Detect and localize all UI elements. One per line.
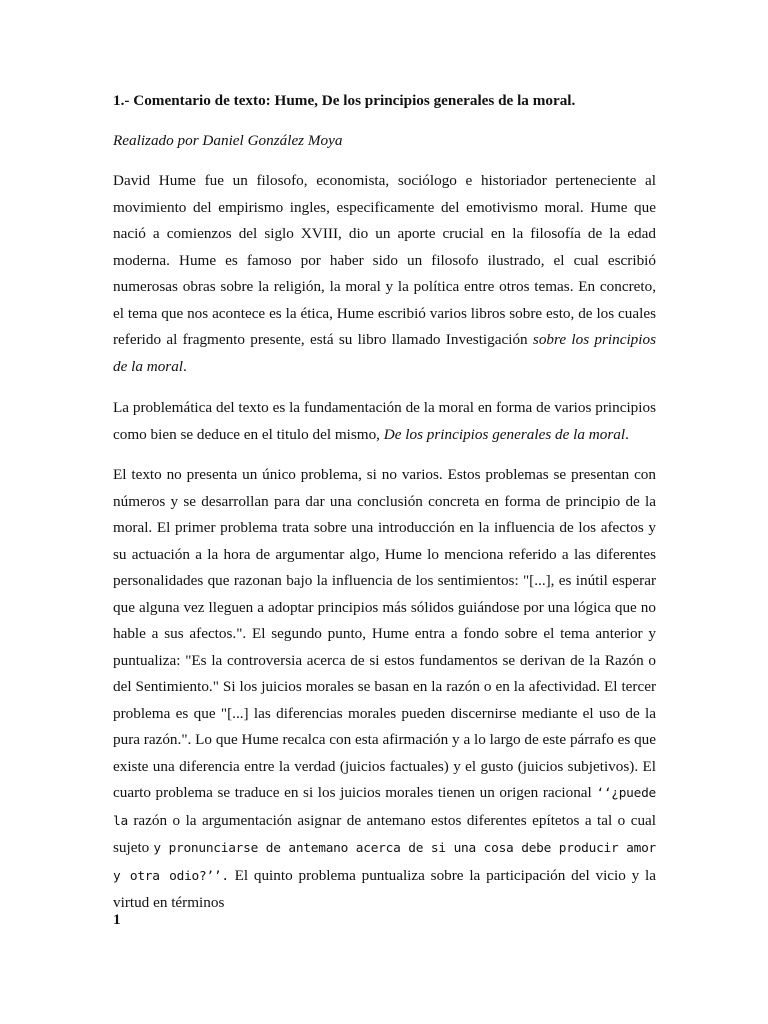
paragraph-end: . (625, 425, 629, 443)
paragraph-text: El quinto problema puntualiza sobre la participación del vicio y la virtud en términos (113, 866, 656, 911)
quoted-text: y pronunciarse de antemano acerca de si una cosa debe producir amor y otra odio?’’. (113, 841, 656, 884)
book-title: sobre los principios de la moral (113, 331, 656, 375)
paragraph-introduction (113, 168, 656, 380)
paragraph-end: . (183, 357, 187, 375)
document-heading: 1.- Comentario de texto: Hume, De los principios generales de la moral. (113, 92, 576, 109)
paragraph-text: razón o la argumentación asignar de antemano estos diferentes epítetos a tal o cual sujeto (113, 811, 656, 856)
paragraph-text: La problemática del texto es la fundamentación de la moral en forma de varios principios como bien se deduce en el titulo del mismo, (113, 399, 656, 443)
paragraph-problemas (113, 462, 656, 917)
work-title: De los principios generales de la moral (383, 425, 626, 443)
paragraph-text: David Hume fue un filosofo, economista, sociólogo e historiador perteneciente al movimiento del empirismo ingles, especificamente del emotivismo moral. Hume que nació a comienzos del siglo XVIII, dio un aporte crucial en la filosofía de la edad moderna. Hume es famoso por haber sido un filosofo ilustrado, el cual escribió numerosas obras sobre la religión, la moral y la política entre otros temas. En concreto, el tema que nos acontece es la ética, Hume escribió varios libros sobre esto, de los cuales referido al fragmento presente, está su libro llamado Investigación (113, 172, 656, 348)
author-line: Realizado por Daniel González Moya (113, 132, 343, 149)
quoted-text: ‘‘¿puede la (113, 786, 656, 829)
page-number: 1 (113, 911, 121, 928)
paragraph-text: El texto no presenta un único problema, si no varios. Estos problemas se presentan con números y se desarrollan para dar una conclusión concreta en forma de principio de la moral. El primer problema trata sobre una introducción en la influencia de los afectos y su actuación a la hora de argumentar algo, Hume lo menciona referido a las diferentes personalidades que razonan bajo la influencia de los sentimientos: "[...], es inútil esperar que alguna vez lleguen a adoptar principios más sólidos guiándose por una lógica que no hable a sus afectos.". El segundo punto, Hume entra a fondo sobre el tema anterior y puntualiza: "Es la controversia acerca de si estos fundamentos se derivan de la Razón o del Sentimiento." Si los juicios morales se basan en la razón o en la afectividad. El tercer problema es que "[...] las diferencias morales pueden discernirse mediante el uso de la pura razón.". Lo que Hume recalca con esta afirmación y a lo largo de este párrafo es que existe una diferencia entre la verdad (juicios factuales) y el gusto (juicios subjetivos). El cuarto problema se traduce en si los juicios morales tienen un origen racional (113, 466, 656, 801)
paragraph-problematica (113, 395, 656, 448)
